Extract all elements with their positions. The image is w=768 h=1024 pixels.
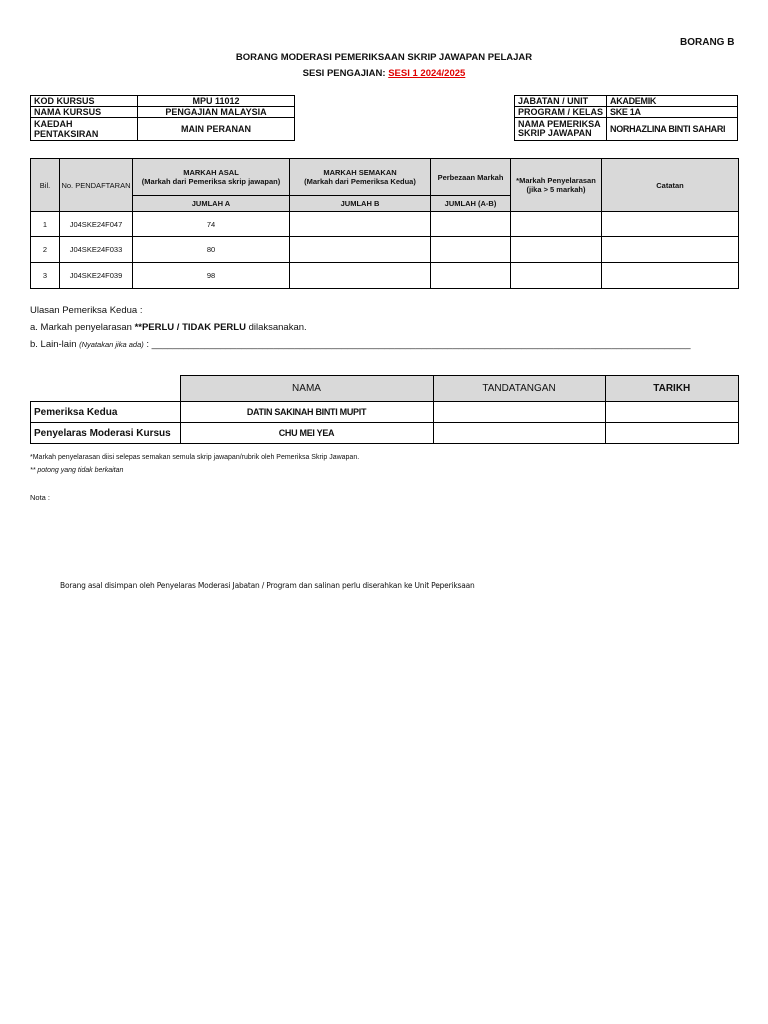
footnote-potong: ** potong yang tidak berkaitan	[30, 467, 124, 474]
form-code: BORANG B	[680, 37, 735, 48]
penyelarasan-title: *Markah Penyelarasan	[516, 176, 596, 185]
penyelaras-nama: CHU MEI YEA	[180, 423, 433, 444]
header-catatan: Catatan	[602, 159, 739, 212]
pemeriksa-label	[515, 118, 607, 141]
row-no-pendaftaran: J04SKE24F047	[60, 212, 133, 237]
row-jumlah-b[interactable]	[290, 237, 431, 263]
markah-semakan-title: MARKAH SEMAKAN	[323, 168, 397, 177]
table-row	[31, 237, 739, 263]
header-jumlah-a: JUMLAH A	[133, 196, 290, 212]
ulasan-a-suffix: dilaksanakan.	[245, 322, 307, 333]
row-bil: 2	[31, 237, 60, 263]
header-bil: Bil.	[31, 159, 60, 212]
pemeriksa-kedua-label: Pemeriksa Kedua	[31, 402, 181, 423]
header-markah-asal	[133, 159, 290, 196]
ulasan-item-a	[30, 322, 307, 333]
nota-label: Nota :	[30, 493, 51, 502]
ulasan-a-options: **PERLU / TIDAK PERLU	[134, 322, 246, 333]
penyelaras-label: Penyelaras Moderasi Kursus	[31, 423, 181, 444]
row-bil: 1	[31, 212, 60, 237]
ulasan-a-prefix: a. Markah penyelarasan	[30, 322, 135, 333]
pemeriksa-label-line1: NAMA PEMERIKSA	[518, 119, 601, 129]
row-no-pendaftaran: J04SKE24F039	[60, 263, 133, 289]
markah-asal-title: MARKAH ASAL	[183, 168, 239, 177]
header-jumlah-b: JUMLAH B	[290, 196, 431, 212]
row-jumlah-b[interactable]	[290, 263, 431, 289]
row-bil: 3	[31, 263, 60, 289]
pemeriksa-label-line2: SKRIP JAWAPAN	[518, 128, 592, 138]
pemeriksa-value: NORHAZLINA BINTI SAHARI	[607, 118, 738, 141]
ulasan-b-line[interactable]: : ______________________________________________________________________________________________________	[143, 339, 691, 350]
bottom-note: Borang asal disimpan oleh Penyelaras Moderasi Jabatan / Program dan salinan perlu diserahkan ke Unit Peperiksaan	[60, 581, 475, 590]
pemeriksa-kedua-nama: DATIN SAKINAH BINTI MUPIT	[180, 402, 433, 423]
footnote-penyelarasan: *Markah penyelarasan diisi selepas semakan semula skrip jawapan/rubrik oleh Pemeriksa Skrip Jawapan.	[30, 454, 360, 461]
nama-kursus-value: PENGAJIAN MALAYSIA	[138, 107, 295, 118]
kod-kursus-value: MPU 11012	[138, 96, 295, 107]
row-jumlah-ab[interactable]	[431, 263, 511, 289]
marks-table	[30, 158, 739, 289]
ulasan-b-note: (Nyatakan jika ada)	[79, 340, 144, 349]
row-jumlah-ab[interactable]	[431, 212, 511, 237]
ulasan-b-prefix: b. Lain-lain	[30, 339, 80, 350]
header-no-pendaftaran: No. PENDAFTARAN	[60, 159, 133, 212]
row-catatan[interactable]	[602, 212, 739, 237]
row-jumlah-a: 80	[133, 237, 290, 263]
row-jumlah-b[interactable]	[290, 212, 431, 237]
row-jumlah-a: 98	[133, 263, 290, 289]
table-row	[31, 263, 739, 289]
header-nama: NAMA	[180, 376, 433, 402]
row-penyelarasan[interactable]	[511, 237, 602, 263]
session-line	[0, 68, 768, 79]
pemeriksa-kedua-tarikh[interactable]	[605, 402, 739, 423]
markah-asal-sub: (Markah dari Pemeriksa skrip jawapan)	[141, 177, 281, 186]
program-value: SKE 1A	[607, 107, 738, 118]
jabatan-label: JABATAN / UNIT	[515, 96, 607, 107]
kaedah-label: KAEDAH PENTAKSIRAN	[31, 118, 138, 141]
kaedah-value: MAIN PERANAN	[138, 118, 295, 141]
session-label: SESI PENGAJIAN:	[302, 68, 386, 79]
jabatan-value: AKADEMIK	[607, 96, 738, 107]
row-catatan[interactable]	[602, 263, 739, 289]
row-no-pendaftaran: J04SKE24F033	[60, 237, 133, 263]
penyelarasan-sub: (jika > 5 markah)	[526, 185, 586, 194]
table-row	[31, 212, 739, 237]
nama-kursus-label: NAMA KURSUS	[31, 107, 138, 118]
header-markah-semakan	[290, 159, 431, 196]
header-perbezaan: Perbezaan Markah	[431, 159, 511, 196]
row-catatan[interactable]	[602, 237, 739, 263]
page-title: BORANG MODERASI PEMERIKSAAN SKRIP JAWAPAN PELAJAR	[235, 52, 533, 63]
header-penyelarasan	[511, 159, 602, 212]
ulasan-item-b	[30, 339, 691, 350]
row-penyelarasan[interactable]	[511, 263, 602, 289]
header-jumlah-ab: JUMLAH (A-B)	[431, 196, 511, 212]
session-value: SESI 1 2024/2025	[388, 68, 466, 79]
markah-semakan-sub: (Markah dari Pemeriksa Kedua)	[304, 177, 416, 186]
course-info-table	[30, 95, 295, 141]
header-tarikh: TARIKH	[605, 376, 739, 402]
row-penyelarasan[interactable]	[511, 212, 602, 237]
signature-table	[30, 375, 739, 444]
pemeriksa-kedua-tandatangan[interactable]	[433, 402, 605, 423]
row-jumlah-ab[interactable]	[431, 237, 511, 263]
signature-corner	[31, 376, 181, 402]
kod-kursus-label: KOD KURSUS	[31, 96, 138, 107]
penyelaras-tandatangan[interactable]	[433, 423, 605, 444]
header-tandatangan: TANDATANGAN	[433, 376, 605, 402]
row-jumlah-a: 74	[133, 212, 290, 237]
ulasan-heading: Ulasan Pemeriksa Kedua :	[30, 305, 143, 316]
program-label: PROGRAM / KELAS	[515, 107, 607, 118]
department-info-table	[514, 95, 738, 141]
penyelaras-tarikh[interactable]	[605, 423, 739, 444]
